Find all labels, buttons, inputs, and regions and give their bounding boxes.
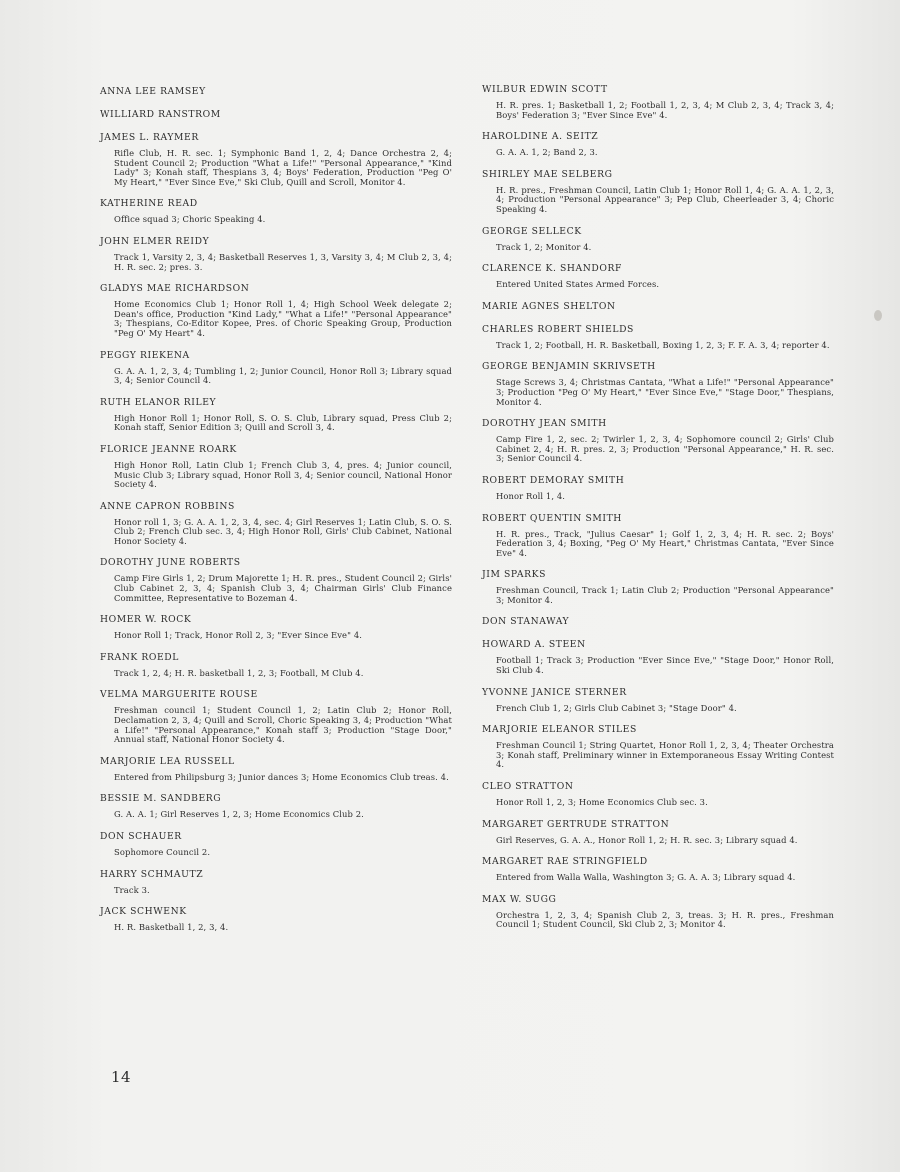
student-activities: Honor roll 1, 3; G. A. A. 1, 2, 3, 4, sec. 4; Girl Reserves 1; Latin Club, S. O. S. Club 2; French Club sec. 3, 4; High Honor Roll, Girls' Club Cabinet, National Honor Society 4. (114, 516, 452, 546)
student-entry (100, 793, 452, 820)
student-name: MARGARET GERTRUDE STRATTON (482, 818, 670, 830)
student-name: SHIRLEY MAE SELBERG (482, 168, 613, 180)
student-entry (482, 169, 834, 215)
student-entry (482, 84, 834, 120)
student-activities: H. R. pres., Track, "Julius Caesar" 1; Golf 1, 2, 3, 4; H. R. sec. 2; Boys' Federation 3, 4; Boxing, "Peg O' My Heart," Christmas Cantata, "Ever Since Eve" 4. (496, 528, 834, 558)
student-activities: G. A. A. 1; Girl Reserves 1, 2, 3; Home Economics Club 2. (114, 809, 364, 820)
student-name: GEORGE BENJAMIN SKRIVSETH (482, 361, 656, 373)
student-entry (100, 614, 452, 641)
student-entry (482, 263, 834, 290)
student-name: MARIE AGNES SHELTON (482, 300, 616, 312)
student-name: PEGGY RIEKENA (100, 349, 190, 361)
student-name: FLORICE JEANNE ROARK (100, 443, 237, 455)
student-name: JACK SCHWENK (100, 906, 187, 918)
student-entry (100, 756, 452, 783)
student-name: YVONNE JANICE STERNER (482, 686, 627, 698)
student-entry (482, 301, 834, 313)
student-entry (482, 616, 834, 628)
student-activities: Camp Fire Girls 1, 2; Drum Majorette 1; H. R. pres., Student Council 2; Girls' Club Cabinet 2, 3, 4; Spanish Club 3, 4; Chairman Girls' Club Finance Committee, Representative to Bozeman 4. (114, 573, 452, 603)
student-name: MARJORIE LEA RUSSELL (100, 755, 235, 767)
student-entry (482, 513, 834, 559)
student-activities: H. R. pres. 1; Basketball 1, 2; Football 1, 2, 3, 4; M Club 2, 3, 4; Track 3, 4; Boys' Federation 3; "Ever Since Eve" 4. (496, 100, 834, 120)
student-name: FRANK ROEDL (100, 651, 179, 663)
student-activities: Entered from Walla Walla, Washington 3; G. A. A. 3; Library squad 4. (496, 872, 796, 883)
student-entry (100, 557, 452, 603)
student-activities: G. A. A. 1, 2, 3, 4; Tumbling 1, 2; Junior Council, Honor Roll 3; Library squad 3, 4; Senior Council 4. (114, 365, 452, 386)
student-activities: Track 1, Varsity 2, 3, 4; Basketball Reserves 1, 3, Varsity 3, 4; M Club 2, 3, 4; H. R. sec. 2; pres. 3. (114, 251, 452, 272)
left-column (100, 86, 452, 944)
student-entry (100, 198, 452, 225)
student-name: DOROTHY JEAN SMITH (482, 418, 607, 430)
student-entry (482, 639, 834, 675)
student-activities: Orchestra 1, 2, 3, 4; Spanish Club 2, 3, treas. 3; H. R. pres., Freshman Council 1; Student Council, Ski Club 2, 3; Monitor 4. (496, 909, 834, 930)
student-activities: Entered United States Armed Forces. (496, 279, 660, 290)
student-entry (482, 418, 834, 464)
student-entry (100, 132, 452, 187)
student-entry (482, 569, 834, 605)
student-entry (100, 831, 452, 858)
student-entry (100, 236, 452, 272)
right-column (482, 84, 834, 941)
paper-stain (874, 310, 882, 321)
student-entry (482, 856, 834, 883)
student-name: DOROTHY JUNE ROBERTS (100, 557, 241, 569)
student-activities: Girl Reserves, G. A. A., Honor Roll 1, 2; H. R. sec. 3; Library squad 4. (496, 834, 798, 845)
student-activities: Office squad 3; Choric Speaking 4. (114, 214, 266, 225)
student-entry (100, 444, 452, 490)
student-entry (482, 819, 834, 846)
student-entry (482, 894, 834, 930)
student-name: ROBERT DEMORAY SMITH (482, 474, 625, 486)
student-name: ROBERT QUENTIN SMITH (482, 512, 622, 524)
student-entry (100, 906, 452, 933)
student-activities: Freshman council 1; Student Council 1, 2; Latin Club 2; Honor Roll, Declamation 2, 3, 4; Quill and Scroll, Choric Speaking 3, 4; Production "What a Life!" "Personal Appearance," Konah staff 3; Production "Stage Door," Annual staff, National Honor Society 4. (114, 705, 452, 745)
page-number: 14 (111, 1068, 132, 1086)
student-entry (482, 361, 834, 407)
student-activities: Track 1, 2; Football, H. R. Basketball, Boxing 1, 2, 3; F. F. A. 3, 4; reporter 4. (496, 339, 830, 350)
student-name: HOMER W. ROCK (100, 614, 192, 626)
student-name: GLADYS MAE RICHARDSON (100, 283, 250, 295)
student-activities: Sophomore Council 2. (114, 847, 211, 857)
student-name: DON SCHAUER (100, 831, 182, 842)
student-activities: Track 3. (114, 884, 150, 895)
student-entry (100, 350, 452, 386)
student-entry (100, 869, 452, 896)
student-activities: Camp Fire 1, 2, sec. 2; Twirler 1, 2, 3, 4; Sophomore council 2; Girls' Club Cabinet 2, 4; H. R. pres. 2, 3; Production "Personal Appearance," H. R. sec. 3; Senior Council 4. (496, 434, 834, 464)
student-name: MAX W. SUGG (482, 893, 557, 905)
student-entry (482, 781, 834, 808)
student-activities: Honor Roll 1; Track, Honor Roll 2, 3; "Ever Since Eve" 4. (114, 630, 363, 641)
student-name: HARRY SCHMAUTZ (100, 868, 204, 880)
student-name: DON STANAWAY (482, 616, 570, 628)
student-activities: Home Economics Club 1; Honor Roll 1, 4; High School Week delegate 2; Dean's office, Production "Kind Lady," "What a Life!" "Personal Appearance" 3; Thespians, Co-Editor Kopee, Pres. of Choric Speaking Group, Production "Peg O' My Heart" 4. (114, 299, 452, 338)
student-name: HAROLDINE A. SEITZ (482, 131, 599, 143)
student-activities: Stage Screws 3, 4; Christmas Cantata, "What a Life!" "Personal Appearance" 3; Production "Peg O' My Heart," "Ever Since Eve," "Stage Door," Thespians, Monitor 4. (496, 377, 834, 407)
student-name: MARJORIE ELEANOR STILES (482, 724, 637, 736)
student-entry (482, 475, 834, 502)
student-entry (482, 724, 834, 770)
student-activities: Freshman Council, Track 1; Latin Club 2; Production "Personal Appearance" 3; Monitor 4. (496, 585, 834, 605)
student-name: MARGARET RAE STRINGFIELD (482, 856, 648, 868)
student-entry (100, 109, 452, 121)
student-name: HOWARD A. STEEN (482, 639, 586, 651)
student-activities: Freshman Council 1; String Quartet, Honor Roll 1, 2, 3, 4; Theater Orchestra 3; Konah staff, Preliminary winner in Extemporaneous Essay Writing Contest 4. (496, 740, 834, 770)
student-activities: H. R. pres., Freshman Council, Latin Club 1; Honor Roll 1, 4; G. A. A. 1, 2, 3, 4; Production "Personal Appearance" 3; Pep Club, Cheerleader 3, 4; Choric Speaking 4. (496, 184, 834, 214)
student-entry (100, 283, 452, 338)
student-name: ANNE CAPRON ROBBINS (100, 500, 235, 512)
student-name: RUTH ELANOR RILEY (100, 396, 217, 408)
student-name: CHARLES ROBERT SHIELDS (482, 323, 634, 335)
student-activities: Track 1, 2; Monitor 4. (496, 241, 592, 252)
student-activities: H. R. Basketball 1, 2, 3, 4. (114, 922, 229, 933)
student-entry (100, 86, 452, 98)
student-name: WILLIARD RANSTROM (100, 109, 221, 120)
student-activities: Football 1; Track 3; Production "Ever Since Eve," "Stage Door," Honor Roll, Ski Club 4. (496, 655, 834, 676)
student-name: WILBUR EDWIN SCOTT (482, 84, 608, 95)
student-name: CLARENCE K. SHANDORF (482, 263, 622, 275)
student-entry (100, 652, 452, 679)
student-activities: High Honor Roll 1; Honor Roll, S. O. S. Club, Library squad, Press Club 2; Konah staff, Senior Edition 3; Quill and Scroll 3, 4. (114, 412, 452, 433)
student-activities: Entered from Philipsburg 3; Junior dances 3; Home Economics Club treas. 4. (114, 771, 449, 782)
student-name: BESSIE M. SANDBERG (100, 793, 222, 805)
student-activities: High Honor Roll, Latin Club 1; French Club 3, 4, pres. 4; Junior council, Music Club 3; Library squad, Honor Roll 3, 4; Senior council, National Honor Society 4. (114, 459, 452, 490)
student-name: ANNA LEE RAMSEY (100, 86, 206, 97)
student-activities: French Club 1, 2; Girls Club Cabinet 3; "Stage Door" 4. (496, 702, 737, 713)
student-entry (482, 226, 834, 253)
student-activities: Honor Roll 1, 2, 3; Home Economics Club sec. 3. (496, 797, 708, 808)
student-name: CLEO STRATTON (482, 781, 574, 793)
student-entry (100, 689, 452, 744)
student-name: JOHN ELMER REIDY (100, 235, 210, 247)
student-activities: Track 1, 2, 4; H. R. basketball 1, 2, 3; Football, M Club 4. (114, 667, 364, 678)
student-entry (482, 324, 834, 351)
student-name: GEORGE SELLECK (482, 225, 582, 237)
student-name: VELMA MARGUERITE ROUSE (100, 689, 258, 701)
student-entry (100, 397, 452, 433)
student-name: KATHERINE READ (100, 198, 198, 210)
student-name: JIM SPARKS (482, 569, 546, 581)
student-entry (482, 131, 834, 158)
student-name: JAMES L. RAYMER (100, 132, 199, 143)
student-entry (482, 687, 834, 714)
student-entry (100, 501, 452, 547)
student-activities: G. A. A. 1, 2; Band 2, 3. (496, 147, 598, 158)
student-activities: Honor Roll 1, 4. (496, 490, 566, 501)
student-activities: Rifle Club, H. R. sec. 1; Symphonic Band 1, 2, 4; Dance Orchestra 2, 4; Student Council 2; Production "What a Life!" "Personal Appearance," "Kind Lady" 3; Konah staff, Thespians 3, 4; Boys' Federation, Production "Peg O' My Heart," "Ever Since Eve," Ski Club, Quill and Scroll, Monitor 4. (114, 148, 452, 187)
